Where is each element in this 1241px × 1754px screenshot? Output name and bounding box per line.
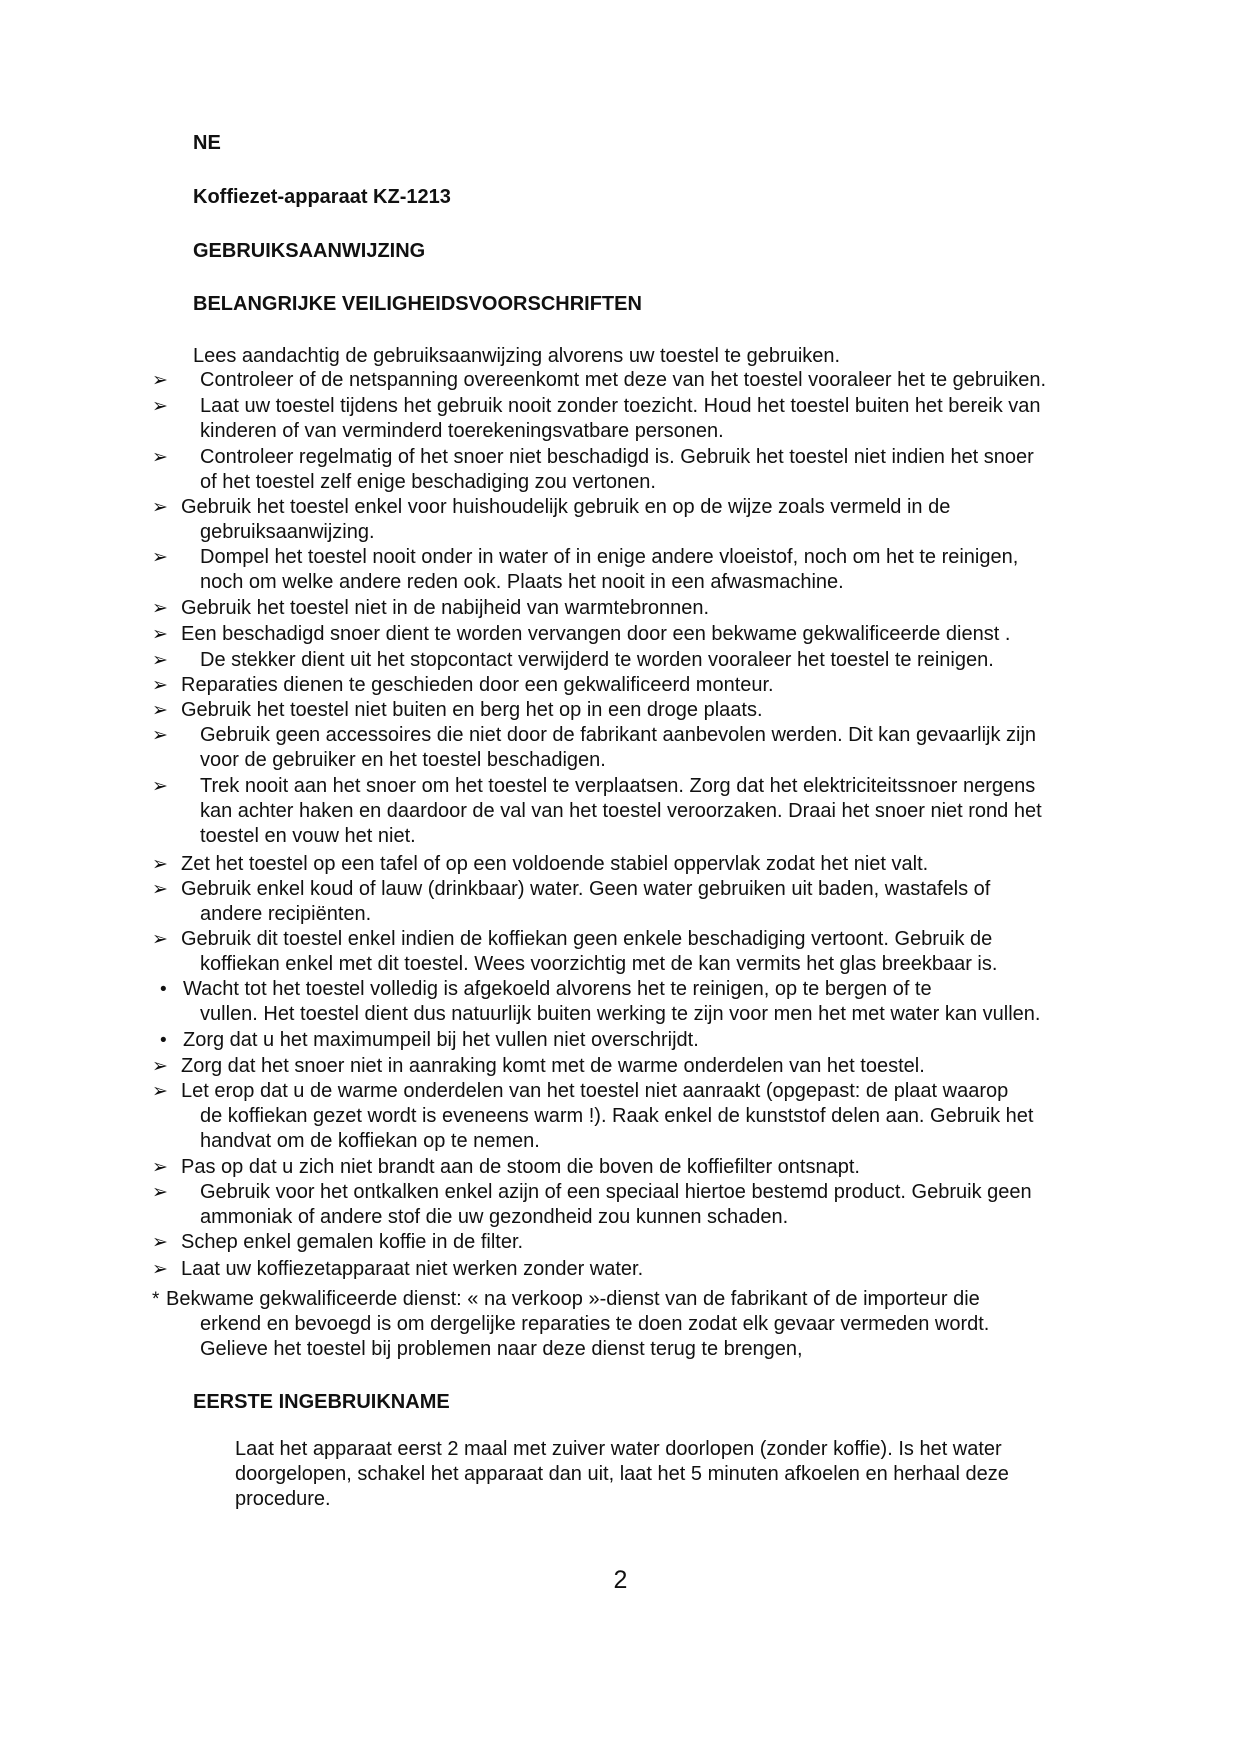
arrow-bullet-marker: ➢ xyxy=(152,776,168,797)
first-use-paragraph xyxy=(235,1437,1009,1512)
safety-item-line: de koffiekan gezet wordt is eveneens warm !). Raak enkel de kunststof delen aan. Gebruik het xyxy=(200,1105,1034,1127)
safety-item-line: noch om welke andere reden ook. Plaats het nooit in een afwasmachine. xyxy=(200,571,844,593)
arrow-bullet-marker: ➢ xyxy=(152,598,168,619)
arrow-bullet-marker: ➢ xyxy=(152,725,168,746)
safety-item-line: handvat om de koffiekan op te nemen. xyxy=(200,1130,540,1152)
safety-item-line: Gebruik het toestel niet in de nabijheid van warmtebronnen. xyxy=(181,597,710,619)
safety-item-line: Pas op dat u zich niet brandt aan de stoom die boven de koffiefilter ontsnapt. xyxy=(181,1156,860,1178)
arrow-bullet-marker: ➢ xyxy=(152,1232,168,1253)
intro-paragraph: Lees aandachtig de gebruiksaanwijzing alvorens uw toestel te gebruiken. xyxy=(193,345,841,367)
first-use-line: Laat het apparaat eerst 2 maal met zuiver water doorlopen (zonder koffie). Is het water xyxy=(235,1438,1002,1460)
safety-item-line: Let erop dat u de warme onderdelen van het toestel niet aanraakt (opgepast: de plaat waarop xyxy=(181,1080,1009,1102)
safety-item-line: Controleer of de netspanning overeenkomt met deze van het toestel vooraleer het te gebruiken. xyxy=(200,369,1047,391)
safety-item-line: Gebruik het toestel enkel voor huishoudelijk gebruik en op de wijze zoals vermeld in de xyxy=(181,496,951,518)
product-title: Koffiezet-apparaat KZ-1213 xyxy=(193,186,451,208)
first-use-title: EERSTE INGEBRUIKNAME xyxy=(193,1391,450,1413)
safety-item-line: Reparaties dienen te geschieden door een gekwalificeerd monteur. xyxy=(181,674,774,696)
safety-item-line: Dompel het toestel nooit onder in water of in enige andere vloeistof, noch om het te reinigen, xyxy=(200,546,1019,568)
footnote-line: Gelieve het toestel bij problemen naar deze dienst terug te brengen, xyxy=(200,1338,803,1360)
safety-item-line: Zorg dat het snoer niet in aanraking komt met de warme onderdelen van het toestel. xyxy=(181,1055,925,1077)
safety-item-line: Gebruik dit toestel enkel indien de koffiekan geen enkele beschadiging vertoont. Gebruik de xyxy=(181,928,993,950)
arrow-bullet-marker: ➢ xyxy=(152,1081,168,1102)
safety-item-line: kan achter haken en daardoor de val van het toestel veroorzaken. Draai het snoer niet rond het xyxy=(200,800,1042,822)
safety-item-line: Trek nooit aan het snoer om het toestel te verplaatsen. Zorg dat het elektriciteitssnoer nergens xyxy=(200,775,1036,797)
arrow-bullet-marker: ➢ xyxy=(152,447,168,468)
arrow-bullet-marker: ➢ xyxy=(152,1182,168,1203)
safety-item-line: Gebruik enkel koud of lauw (drinkbaar) water. Geen water gebruiken uit baden, wastafels of xyxy=(181,878,991,900)
safety-item-line: voor de gebruiker en het toestel beschadigen. xyxy=(200,749,606,771)
bullet-dot-marker: • xyxy=(160,1030,167,1051)
arrow-bullet-marker: ➢ xyxy=(152,497,168,518)
safety-item-line: Laat uw koffiezetapparaat niet werken zonder water. xyxy=(181,1258,644,1280)
safety-item-line: toestel en vouw het niet. xyxy=(200,825,416,847)
footnote-line: erkend en bevoegd is om dergelijke reparaties te doen zodat elk gevaar vermeden wordt. xyxy=(200,1313,990,1335)
arrow-bullet-marker: ➢ xyxy=(152,1259,168,1280)
safety-item-line: Laat uw toestel tijdens het gebruik nooit zonder toezicht. Houd het toestel buiten het bereik van xyxy=(200,395,1041,417)
safety-item-line: De stekker dient uit het stopcontact verwijderd te worden vooraleer het toestel te reinigen. xyxy=(200,649,994,671)
arrow-bullet-marker: ➢ xyxy=(152,675,168,696)
language-code: NE xyxy=(193,132,221,154)
safety-item-line: koffiekan enkel met dit toestel. Wees voorzichtig met de kan vermits het glas breekbaar is. xyxy=(200,953,998,975)
manual-title: GEBRUIKSAANWIJZING xyxy=(193,240,426,262)
arrow-bullet-marker: ➢ xyxy=(152,624,168,645)
safety-item-line: Wacht tot het toestel volledig is afgekoeld alvorens het te reinigen, op te bergen of te xyxy=(183,978,932,1000)
first-use-line: doorgelopen, schakel het apparaat dan uit, laat het 5 minuten afkoelen en herhaal deze xyxy=(235,1463,1009,1485)
safety-item-line: Gebruik voor het ontkalken enkel azijn of een speciaal hiertoe bestemd product. Gebruik geen xyxy=(200,1181,1032,1203)
arrow-bullet-marker: ➢ xyxy=(152,396,168,417)
page-number: 2 xyxy=(613,1566,628,1594)
arrow-bullet-marker: ➢ xyxy=(152,879,168,900)
bullet-dot-marker: • xyxy=(160,979,167,1000)
first-use-line: procedure. xyxy=(235,1488,331,1510)
safety-item-line: Controleer regelmatig of het snoer niet beschadigd is. Gebruik het toestel niet indien het snoer xyxy=(200,446,1034,468)
arrow-bullet-marker: ➢ xyxy=(152,700,168,721)
safety-item-line: andere recipiënten. xyxy=(200,903,372,925)
safety-item-line: gebruiksaanwijzing. xyxy=(200,521,375,543)
arrow-bullet-marker: ➢ xyxy=(152,929,168,950)
footnote-marker: * xyxy=(152,1289,160,1310)
safety-item-line: of het toestel zelf enige beschadiging zou vertonen. xyxy=(200,471,656,493)
arrow-bullet-marker: ➢ xyxy=(152,1056,168,1077)
safety-item-line: vullen. Het toestel dient dus natuurlijk buiten werking te zijn voor men het met water kan vullen. xyxy=(200,1003,1041,1025)
safety-item-line: Zorg dat u het maximumpeil bij het vullen niet overschrijdt. xyxy=(183,1029,699,1051)
footnote-line: Bekwame gekwalificeerde dienst: « na verkoop »-dienst van de fabrikant of de importeur die xyxy=(166,1288,980,1310)
safety-item-line: Gebruik geen accessoires die niet door de fabrikant aanbevolen werden. Dit kan gevaarlijk zijn xyxy=(200,724,1037,746)
safety-item-line: ammoniak of andere stof die uw gezondheid zou kunnen schaden. xyxy=(200,1206,789,1228)
arrow-bullet-marker: ➢ xyxy=(152,370,168,391)
arrow-bullet-marker: ➢ xyxy=(152,1157,168,1178)
arrow-bullet-marker: ➢ xyxy=(152,547,168,568)
safety-item-line: Zet het toestel op een tafel of op een voldoende stabiel oppervlak zodat het niet valt. xyxy=(181,853,929,875)
safety-item-line: kinderen of van verminderd toerekeningsvatbare personen. xyxy=(200,420,724,442)
safety-item-line: Schep enkel gemalen koffie in de filter. xyxy=(181,1231,524,1253)
arrow-bullet-marker: ➢ xyxy=(152,650,168,671)
safety-title: BELANGRIJKE VEILIGHEIDSVOORSCHRIFTEN xyxy=(193,293,642,315)
arrow-bullet-marker: ➢ xyxy=(152,854,168,875)
safety-item-line: Een beschadigd snoer dient te worden vervangen door een bekwame gekwalificeerde dienst . xyxy=(181,623,1011,645)
safety-item-line: Gebruik het toestel niet buiten en berg het op in een droge plaats. xyxy=(181,699,763,721)
